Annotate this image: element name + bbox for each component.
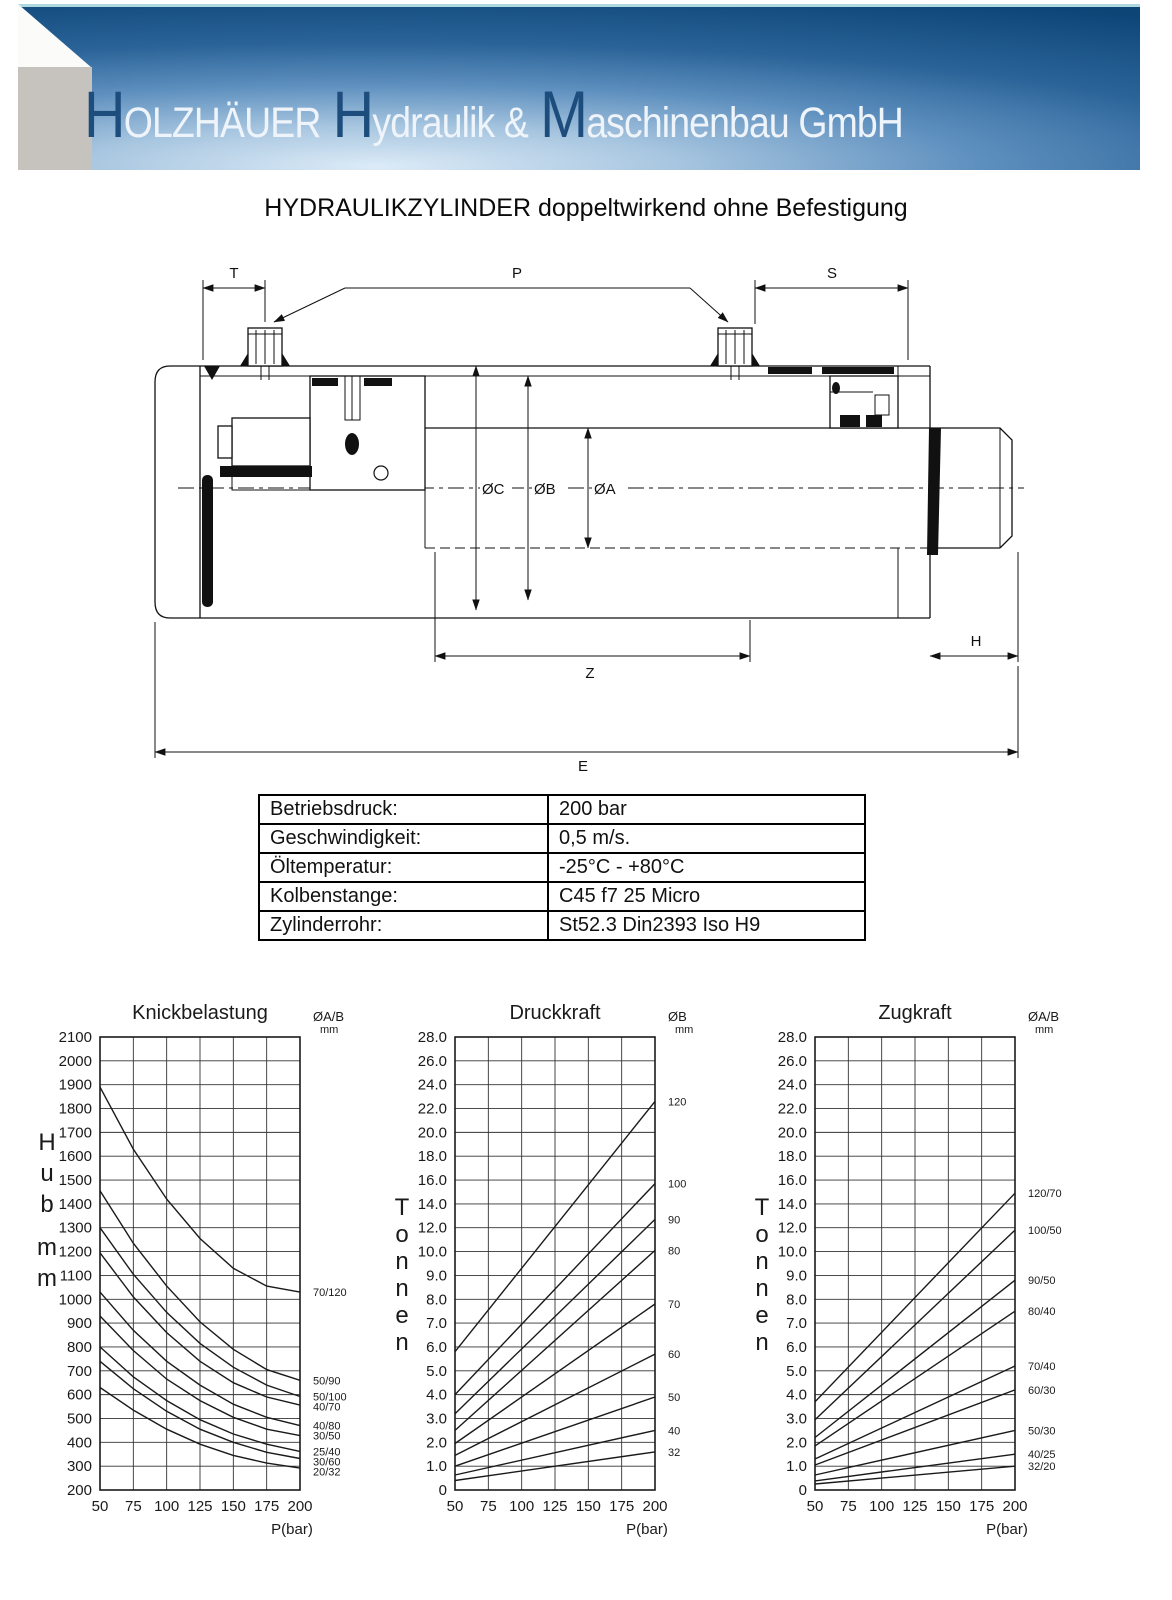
chart-title: Knickbelastung	[132, 1002, 268, 1024]
dim-label-db: ØB	[534, 481, 556, 498]
series-label: 70/40	[1028, 1361, 1056, 1374]
brand-text-3: aschinenbau GmbH	[586, 99, 903, 147]
series-label: 40/80	[313, 1420, 341, 1433]
piston-rod	[425, 428, 1012, 555]
y-tick-label: 24.0	[777, 1076, 807, 1094]
company-banner	[18, 4, 1140, 170]
y-tick-label: 1700	[58, 1124, 92, 1142]
x-tick-label: 75	[479, 1498, 497, 1515]
dim-label-p: P	[511, 265, 523, 282]
y-tick-label: 1400	[58, 1195, 92, 1213]
y-tick-label: 18.0	[777, 1148, 807, 1166]
y-axis-word-letter: m	[37, 1265, 57, 1292]
x-tick-label: 75	[124, 1498, 142, 1515]
y-tick-label: 1900	[58, 1076, 92, 1094]
series-label: 30/60	[313, 1456, 341, 1469]
y-tick-label: 2000	[58, 1052, 92, 1070]
y-tick-label: 0	[438, 1482, 447, 1499]
series-label: 32/20	[1028, 1461, 1056, 1474]
series-label: 70/120	[313, 1287, 347, 1300]
y-tick-label: 26.0	[777, 1052, 807, 1070]
series-label: 90/50	[1028, 1275, 1056, 1288]
y-axis-word-letter: n	[395, 1329, 409, 1356]
x-axis-label: P(bar)	[271, 1521, 313, 1538]
y-tick-label: 28.0	[777, 1029, 807, 1046]
y-tick-label: 16.0	[417, 1172, 447, 1190]
spec-row	[259, 853, 865, 882]
x-tick-label: 125	[902, 1498, 928, 1515]
y-tick-label: 700	[66, 1362, 92, 1380]
spec-label: Öltemperatur:	[259, 853, 548, 882]
spec-label: Kolbenstange:	[259, 882, 548, 911]
y-tick-label: 4.0	[426, 1386, 447, 1404]
y-tick-label: 9.0	[786, 1267, 807, 1285]
x-tick-label: 175	[969, 1498, 995, 1515]
right-axis-header: ØA/B	[1028, 1009, 1060, 1024]
x-tick-label: 200	[642, 1498, 668, 1515]
x-tick-label: 200	[1002, 1498, 1028, 1515]
brand-initial-1: H	[84, 77, 124, 151]
series-label: 50/30	[1028, 1425, 1056, 1438]
weld-mark	[204, 366, 220, 380]
x-tick-label: 200	[287, 1498, 313, 1515]
spec-label: Zylinderrohr:	[259, 911, 548, 940]
oil-port-right	[710, 328, 760, 380]
x-tick-label: 100	[869, 1498, 895, 1515]
series-label: 100/50	[1028, 1225, 1062, 1238]
series-label: 100	[668, 1178, 687, 1191]
y-axis-word-letter: m	[37, 1234, 57, 1261]
spec-value: St52.3 Din2393 Iso H9	[548, 911, 865, 940]
x-tick-label: 125	[542, 1498, 568, 1515]
brand-initial-3: M	[540, 77, 587, 151]
y-axis-word-letter: o	[395, 1221, 409, 1248]
y-tick-label: 16.0	[777, 1172, 807, 1190]
dim-label-z: Z	[585, 665, 595, 682]
y-axis-word-letter: n	[755, 1248, 769, 1275]
y-tick-label: 600	[66, 1386, 92, 1404]
series-label: 30/50	[313, 1430, 341, 1443]
y-tick-label: 1.0	[426, 1458, 447, 1476]
spec-value: 0,5 m/s.	[548, 824, 865, 853]
y-tick-label: 1800	[58, 1100, 92, 1118]
series-label: 40/25	[1028, 1449, 1056, 1462]
y-tick-label: 12.0	[777, 1219, 807, 1237]
series-label: 20/32	[313, 1466, 341, 1479]
series-label: 50	[668, 1392, 681, 1405]
cap-seal-black-bar	[202, 475, 213, 607]
y-tick-label: 8.0	[786, 1291, 807, 1309]
y-tick-label: 22.0	[417, 1100, 447, 1118]
right-axis-header: ØB	[668, 1009, 687, 1024]
spec-row	[259, 795, 865, 824]
y-axis-word-letter: e	[755, 1302, 769, 1329]
dim-label-s: S	[826, 265, 838, 282]
spec-value: -25°C - +80°C	[548, 853, 865, 882]
y-axis-word-letter: u	[40, 1160, 54, 1187]
y-tick-label: 14.0	[777, 1195, 807, 1213]
spec-value: C45 f7 25 Micro	[548, 882, 865, 911]
spec-label: Geschwindigkeit:	[259, 824, 548, 853]
chart-title: Druckkraft	[509, 1002, 601, 1024]
y-tick-label: 1100	[59, 1267, 92, 1285]
x-tick-label: 175	[609, 1498, 635, 1515]
page-title: HYDRAULIKZYLINDER doppeltwirkend ohne Befestigung	[264, 194, 908, 222]
right-axis-unit: mm	[675, 1024, 694, 1036]
y-tick-label: 9.0	[426, 1267, 447, 1285]
x-tick-label: 175	[254, 1498, 280, 1515]
y-tick-label: 2100	[58, 1029, 92, 1046]
y-tick-label: 800	[66, 1338, 92, 1356]
y-tick-label: 20.0	[777, 1124, 807, 1142]
y-tick-label: 7.0	[786, 1315, 807, 1333]
y-tick-label: 1.0	[786, 1458, 807, 1476]
y-tick-label: 200	[66, 1482, 92, 1499]
x-tick-label: 150	[575, 1498, 601, 1515]
y-tick-label: 18.0	[417, 1148, 447, 1166]
y-tick-label: 1000	[58, 1291, 92, 1309]
y-axis-word-letter: o	[755, 1221, 769, 1248]
brand-initial-2: H	[332, 77, 373, 151]
x-axis-label: P(bar)	[626, 1521, 668, 1538]
series-label: 25/40	[313, 1446, 341, 1459]
dimensions	[155, 280, 1018, 758]
rod-wiper-seal	[927, 428, 941, 555]
y-axis-word-letter: b	[40, 1191, 54, 1218]
series-label: 40/70	[313, 1401, 341, 1414]
y-tick-label: 4.0	[786, 1386, 807, 1404]
x-tick-label: 150	[935, 1498, 961, 1515]
gland	[830, 376, 898, 428]
company-logo-house-roof	[18, 4, 92, 68]
brand-text-2: ydraulik &	[372, 99, 528, 147]
oil-port-left	[240, 328, 290, 380]
y-tick-label: 6.0	[786, 1338, 807, 1356]
technical-drawing	[140, 260, 1030, 774]
spec-row	[259, 882, 865, 911]
company-logo-house-body	[18, 67, 92, 170]
x-tick-label: 150	[220, 1498, 246, 1515]
y-tick-label: 12.0	[417, 1219, 447, 1237]
y-tick-label: 28.0	[417, 1029, 447, 1046]
series-label: 60/30	[1028, 1384, 1056, 1397]
y-axis-word-letter: n	[755, 1329, 769, 1356]
y-tick-label: 3.0	[426, 1410, 447, 1428]
series-label: 90	[668, 1214, 681, 1227]
y-tick-label: 400	[66, 1434, 92, 1452]
spec-value: 200 bar	[548, 795, 865, 824]
y-axis-word-letter: H	[38, 1129, 56, 1156]
chart-knickbelastung	[25, 995, 383, 1560]
dim-label-h: H	[970, 633, 982, 650]
y-tick-label: 300	[66, 1458, 92, 1476]
y-axis-word-letter: n	[755, 1275, 769, 1302]
series-label: 50/100	[313, 1391, 347, 1404]
y-tick-label: 20.0	[417, 1124, 447, 1142]
y-tick-label: 8.0	[426, 1291, 447, 1309]
series-label: 32	[668, 1446, 681, 1459]
spec-label: Betriebsdruck:	[259, 795, 548, 824]
chart-druckkraft	[380, 995, 738, 1560]
y-tick-label: 5.0	[426, 1362, 447, 1380]
y-tick-label: 1200	[58, 1243, 92, 1261]
chart-zugkraft	[740, 995, 1098, 1560]
y-tick-label: 24.0	[417, 1076, 447, 1094]
cylinder-cap	[155, 366, 200, 618]
x-tick-label: 50	[806, 1498, 824, 1515]
y-tick-label: 3.0	[786, 1410, 807, 1428]
y-tick-label: 2.0	[786, 1434, 807, 1452]
brand-text-1: OLZHÄUER	[123, 99, 321, 147]
y-tick-label: 6.0	[426, 1338, 447, 1356]
y-tick-label: 14.0	[417, 1195, 447, 1213]
y-tick-label: 1600	[58, 1148, 92, 1166]
x-tick-label: 100	[509, 1498, 535, 1515]
y-axis-word-letter: n	[395, 1248, 409, 1275]
y-tick-label: 900	[66, 1315, 92, 1333]
right-axis-unit: mm	[320, 1024, 339, 1036]
dim-label-t: T	[229, 265, 239, 282]
y-tick-label: 26.0	[417, 1052, 447, 1070]
y-tick-label: 10.0	[777, 1243, 807, 1261]
y-tick-label: 1500	[58, 1172, 92, 1190]
y-tick-label: 7.0	[426, 1315, 447, 1333]
x-tick-label: 125	[187, 1498, 213, 1515]
chart-title: Zugkraft	[878, 1002, 952, 1024]
series-label: 80	[668, 1245, 681, 1258]
x-axis-label: P(bar)	[986, 1521, 1028, 1538]
x-tick-label: 50	[446, 1498, 464, 1515]
dim-label-da: ØA	[594, 481, 616, 498]
y-tick-label: 1300	[58, 1219, 92, 1237]
dim-label-dc: ØC	[482, 481, 505, 498]
series-label: 70	[668, 1299, 681, 1312]
rod-shoulder	[218, 418, 312, 490]
y-tick-label: 5.0	[786, 1362, 807, 1380]
series-label: 60	[668, 1349, 681, 1362]
y-tick-label: 10.0	[417, 1243, 447, 1261]
y-tick-label: 0	[798, 1482, 807, 1499]
spec-row	[259, 824, 865, 853]
dim-label-e: E	[577, 758, 589, 774]
y-axis-word-letter: n	[395, 1275, 409, 1302]
piston	[310, 376, 425, 490]
specs-table	[258, 794, 866, 941]
series-label: 120	[668, 1096, 687, 1109]
series-label: 80/40	[1028, 1306, 1056, 1319]
right-axis-unit: mm	[1035, 1024, 1054, 1036]
y-tick-label: 22.0	[777, 1100, 807, 1118]
series-label: 120/70	[1028, 1188, 1062, 1201]
series-label: 40	[668, 1425, 681, 1438]
y-tick-label: 2.0	[426, 1434, 447, 1452]
x-tick-label: 75	[839, 1498, 857, 1515]
y-tick-label: 500	[66, 1410, 92, 1428]
y-axis-word-letter: T	[394, 1194, 410, 1221]
y-axis-word-letter: e	[395, 1302, 409, 1329]
right-axis-header: ØA/B	[313, 1009, 345, 1024]
y-axis-word-letter: T	[754, 1194, 770, 1221]
series-label: 50/90	[313, 1375, 341, 1388]
banner-top-line	[18, 4, 1140, 7]
company-name	[84, 76, 903, 152]
x-tick-label: 100	[154, 1498, 180, 1515]
spec-row	[259, 911, 865, 940]
x-tick-label: 50	[91, 1498, 109, 1515]
